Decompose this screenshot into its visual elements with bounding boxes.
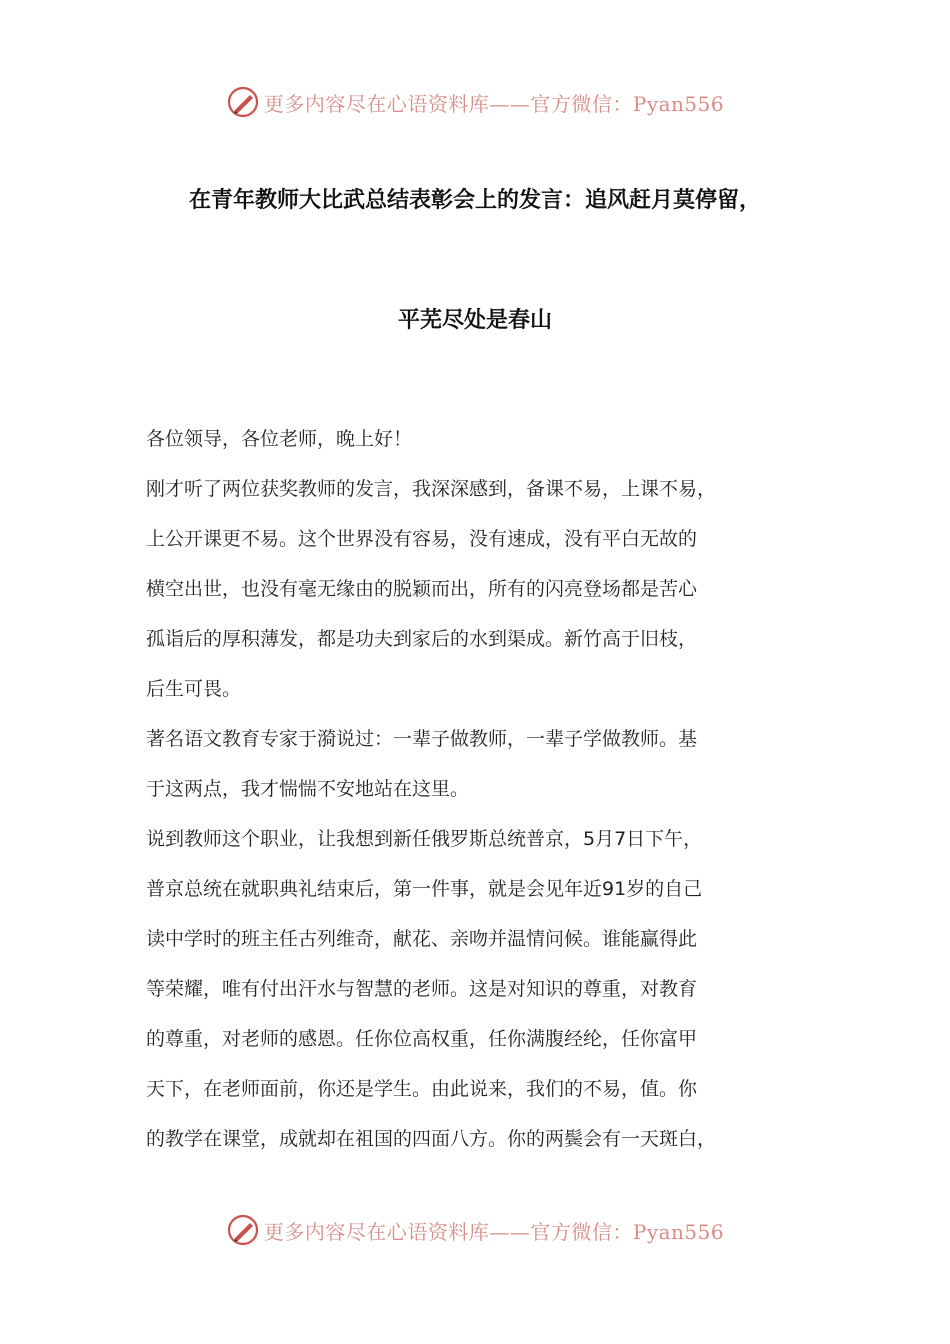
body-line: 的尊重，对老师的感恩。任你位高权重，任你满腹经纶，任你富甲 [146, 1028, 698, 1050]
pen-circle-logo-icon [226, 85, 260, 119]
body-line: 说到教师这个职业，让我想到新任俄罗斯总统普京，5月7日下午， [146, 828, 703, 850]
body-line: 刚才听了两位获奖教师的发言，我深深感到，备课不易，上课不易， [146, 478, 717, 500]
document-body [146, 414, 826, 1164]
body-line: 读中学时的班主任古列维奇，献花、亲吻并温情问候。谁能赢得此 [146, 928, 698, 950]
body-line: 上公开课更不易。这个世界没有容易，没有速成，没有平白无故的 [146, 528, 698, 550]
footer-banner [0, 1208, 950, 1252]
body-line: 普京总统在就职典礼结束后，第一件事，就是会见年近91岁的自己 [146, 878, 703, 900]
body-line: 各位领导，各位老师，晚上好！ [146, 428, 413, 450]
body-line: 后生可畏。 [146, 678, 242, 700]
banner-text: 更多内容尽在心语资料库——官方微信：Pyan556 [263, 1219, 725, 1244]
header-banner [0, 80, 950, 124]
page-title-line-2: 平芜尽处是春山 [397, 308, 552, 333]
body-line: 等荣耀，唯有付出汗水与智慧的老师。这是对知识的尊重，对教育 [146, 978, 698, 1000]
banner-text: 更多内容尽在心语资料库——官方微信：Pyan556 [263, 91, 725, 116]
page-title-line-1: 在青年教师大比武总结表彰会上的发言：追风赶月莫停留， [188, 188, 761, 213]
body-line: 横空出世，也没有毫无缘由的脱颖而出，所有的闪亮登场都是苦心 [146, 578, 698, 600]
body-line: 的教学在课堂，成就却在祖国的四面八方。你的两鬓会有一天斑白， [146, 1128, 717, 1150]
body-line: 孤诣后的厚积薄发，都是功夫到家后的水到渠成。新竹高于旧枝， [146, 628, 698, 650]
body-line: 天下，在老师面前，你还是学生。由此说来，我们的不易，值。你 [146, 1078, 698, 1100]
body-line: 著名语文教育专家于漪说过：一辈子做教师，一辈子学做教师。基 [146, 728, 698, 750]
pen-circle-logo-icon [226, 1213, 260, 1247]
body-line: 于这两点，我才惴惴不安地站在这里。 [146, 778, 470, 800]
